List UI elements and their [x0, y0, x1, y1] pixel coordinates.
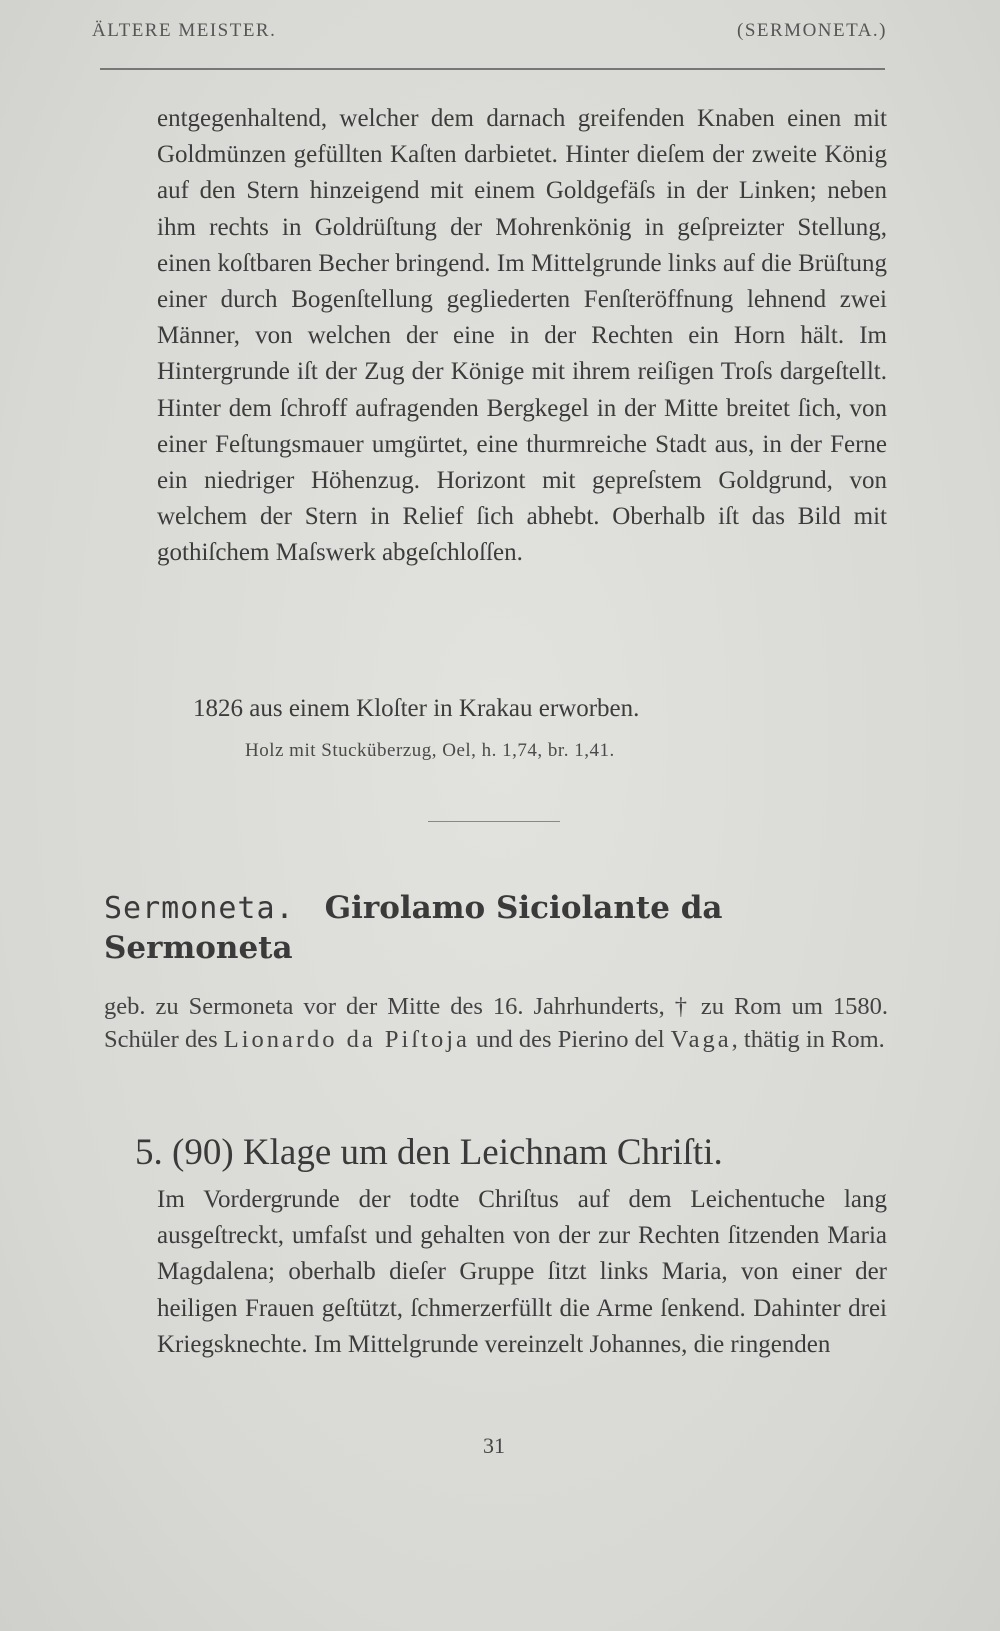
running-head-left: ÄLTERE MEISTER.	[92, 20, 277, 41]
work-description: Im Vordergrunde der todte Chriſtus auf dem Leichentuche lang ausgeſtreckt, umfaſst und gehalten von der zur Rechten ſitzenden Maria Magdalena; oberhalb dieſer Gruppe ſitzt links Maria, von einer der heiligen Frauen geſtützt, ſchmerzerfüllt die Arme ſenkend. Dahinter drei Kriegsknechte. Im Mittelgrunde vereinzelt Johannes, die ringenden	[157, 1186, 887, 1358]
page-number: 31	[483, 1433, 505, 1458]
teacher-name-2: Vaga	[670, 1026, 732, 1053]
work-title: 5. (90) Klage um den Leichnam Chriſti.	[135, 1132, 723, 1173]
artist-biography	[104, 990, 888, 1056]
continuation-paragraph: entgegenhaltend, welcher dem darnach greifenden Knaben einen mit Goldmünzen gefüllten Kaſten darbietet. Hinter dieſem der zweite König auf den Stern hinzeigend mit einem Goldgefäſs in der Linken; neben ihm rechts in Goldrüſtung der Mohrenkönig in geſpreizter Stellung, einen koſtbaren Becher bringend. Im Mittelgrunde links auf die Brüſtung einer durch Bogenſtellung gegliederten Fenſteröffnung lehnend zwei Männer, von welchen der eine in der Rechten ein Horn hält. Im Hintergrunde iſt der Zug der Könige mit ihrem reiſigen Troſs dargeſtellt. Hinter dem ſchroff aufragenden Bergkegel in der Mitte breitet ſich, von einer Feſtungsmauer umgürtet, eine thurmreiche Stadt aus, in der Ferne ein niedriger Höhenzug. Horizont mit gepreſstem Goldgrund, von welchem der Stern in Relief ſich abhebt. Oberhalb iſt das Bild mit gothiſchem Maſswerk abgeſchloſſen.	[157, 105, 887, 567]
artist-name: Girolamo Siciolante da Sermoneta	[104, 890, 723, 966]
acquisition-note: 1826 aus einem Kloſter in Krakau erworben.	[193, 695, 640, 722]
teacher-name-1: Lionardo da Piſtoja	[223, 1026, 470, 1053]
header-rule	[100, 68, 885, 70]
artist-city: Sermoneta.	[104, 891, 295, 926]
bio-text: geb. zu Sermoneta vor der Mitte des 16. Jahrhunderts, † zu Rom um 1580. Schüler des	[104, 993, 888, 1053]
bio-text-end: , thätig in Rom.	[731, 1026, 885, 1053]
medium-dimensions: Holz mit Stucküberzug, Oel, h. 1,74, br. 1,41.	[245, 740, 615, 761]
running-head-right: (SERMONETA.)	[737, 20, 887, 41]
bio-text-and: und des Pierino del	[469, 1026, 671, 1053]
artist-heading	[104, 888, 894, 967]
section-divider	[428, 821, 560, 822]
